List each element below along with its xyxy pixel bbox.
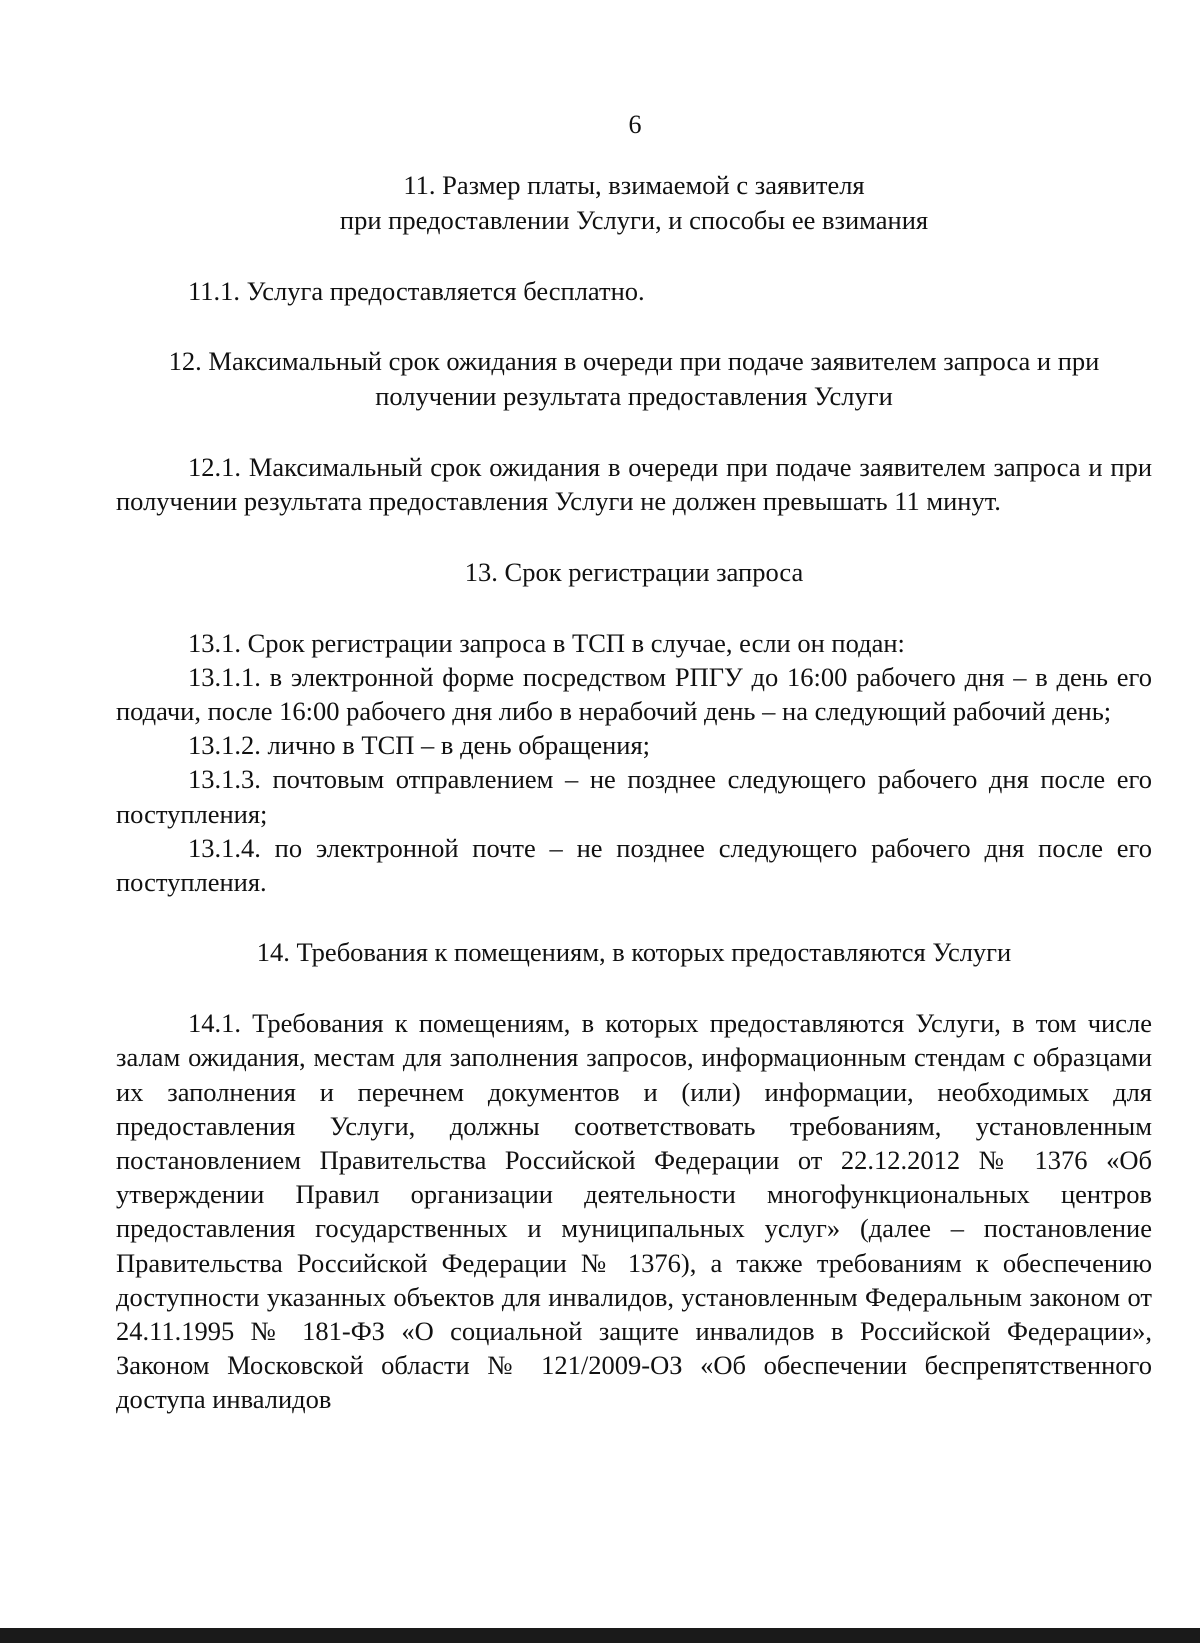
section-12-title-line-1: 12. Максимальный срок ожидания в очереди при подаче заявителем запроса и при [168,346,1100,377]
paragraph-13-1-3: 13.1.3. почтовым отправлением – не позднее следующего рабочего дня после его поступления; [116,764,1152,829]
section-13-title: 13. Срок регистрации запроса [464,556,804,587]
scan-bottom-edge [0,1628,1200,1643]
paragraph-12-1: 12.1. Максимальный срок ожидания в очереди при подаче заявителем запроса и при получении результата предоставления Услуги не должен превышать 11 минут. [116,452,1152,517]
section-13-heading [116,555,1152,590]
paragraph-13-1-4: 13.1.4. по электронной почте – не позднее следующего рабочего дня после его поступления. [116,832,1152,898]
section-11-title-line-2: при предоставлении Услуги, и способы ее взимания [339,205,929,235]
paragraph-13-1: 13.1. Срок регистрации запроса в ТСП в случае, если он подан: [188,627,905,658]
section-14-heading [116,935,1152,970]
paragraph-11-1: 11.1. Услуга предоставляется бесплатно. [188,276,645,306]
document-body [116,168,1152,1417]
section-14-title: 14. Требования к помещениям, в которых предоставляются Услуги [256,937,1012,968]
page-number: 6 [628,110,642,139]
paragraph-14-1: 14.1. Требования к помещениям, в которых предоставляются Услуги, в том числе залам ожидания, местам для заполнения запросов, информационным стендам с образцами их заполнения и перечнем документов и (или) информации, необходимых для предоставления Услуги, должны соответствовать требованиям, установленным постановлением Правительства Российской Федерации от 22.12.2012 № 1376 «Об утверждении Правил организации деятельности многофункциональных центров предоставления государственных и муниципальных услуг» (далее – постановление Правительства Российской Федерации № 1376), а также требованиям к обеспечению доступности указанных объектов для инвалидов, установленным Федеральным законом от 24.11.1995 № 181-ФЗ «О социальной защите инвалидов в Российской Федерации», Законом Московской области № 121/2009-ОЗ «Об обеспечении беспрепятственного доступа инвалидов [116,1008,1152,1415]
paragraph-13-1-2: 13.1.2. лично в ТСП – в день обращения; [188,730,651,761]
paragraph-13-1-1: 13.1.1. в электронной форме посредством РПГУ до 16:00 рабочего дня – в день его подачи, после 16:00 рабочего дня либо в нерабочий день – на следующий рабочий день; [116,661,1152,727]
section-11-title-line-1: 11. Размер платы, взимаемой с заявителя [403,170,865,200]
section-11-heading [116,168,1152,238]
section-12-heading [116,344,1152,414]
section-12-title-line-2: получении результата предоставления Услуги [375,381,893,412]
